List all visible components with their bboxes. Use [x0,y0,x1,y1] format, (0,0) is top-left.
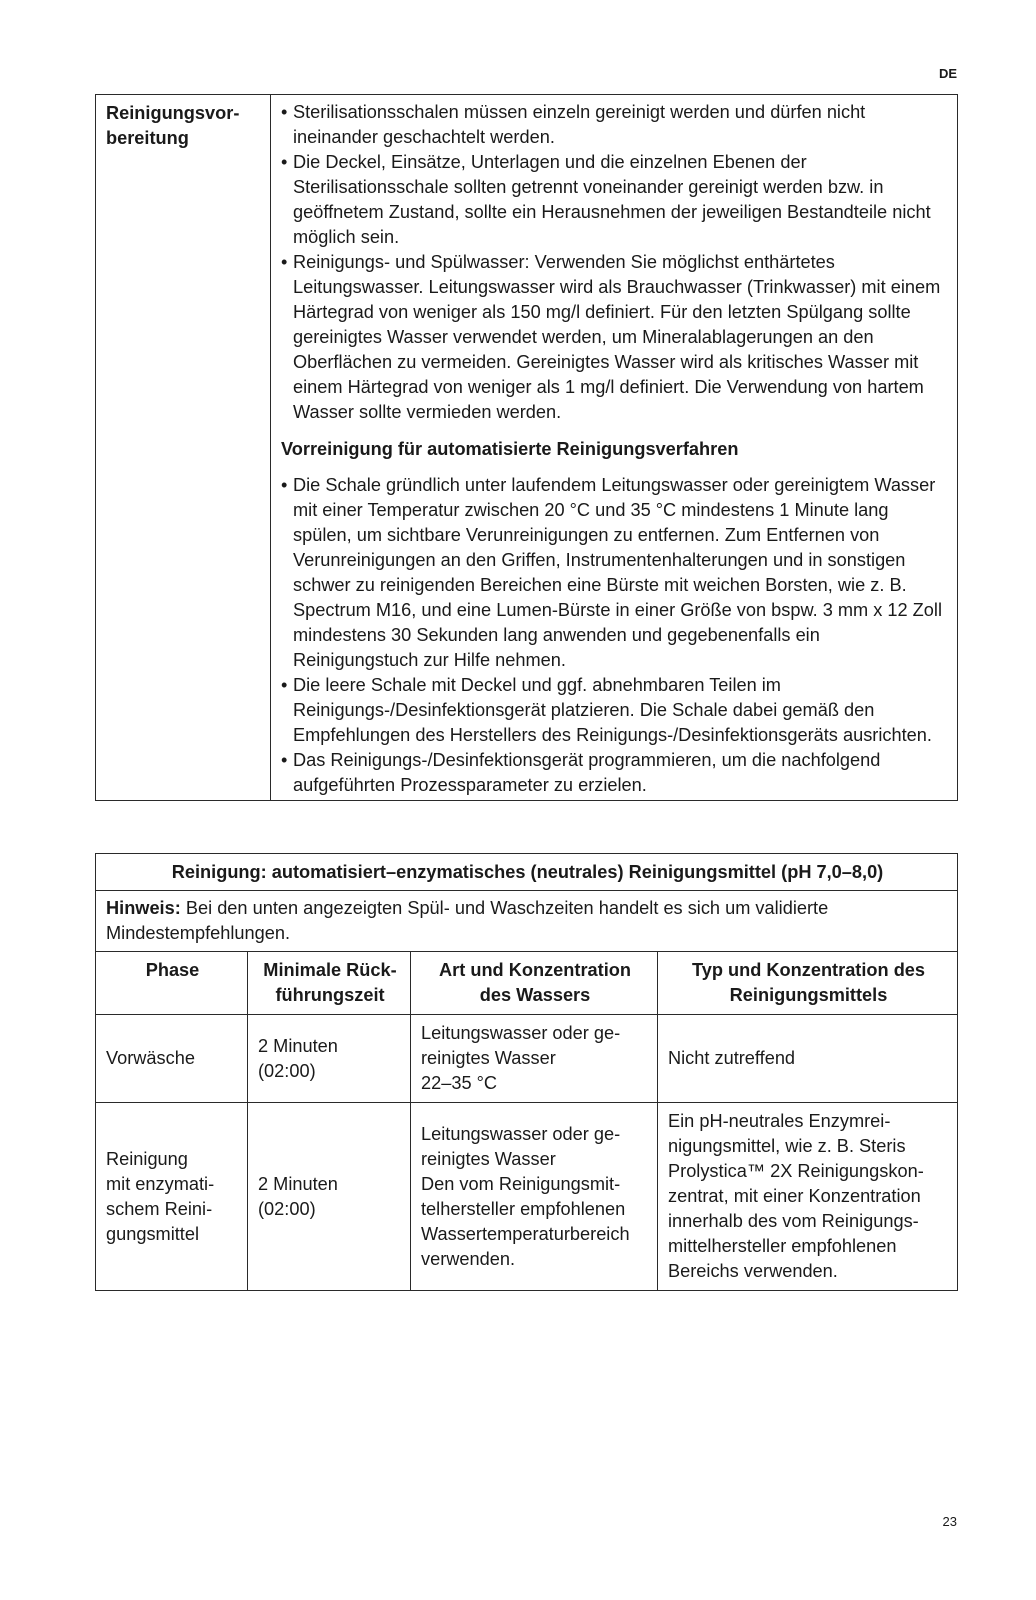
bullet-item: • Die Schale gründlich unter laufendem Leitungswasser oder gereinigtem Wasser mit einer Temperatur zwischen 20 °C und 35 °C mindestens 1 Minute lang spülen, um sichtbare Verunreinigungen zu entfernen. Zum Entfernen von Verunreinigungen an den Griffen, Instrumentenhalterungen und in sonstigen schwer zu reinigenden Bereichen eine Bürste mit weichen Borsten, wie z. B. Spectrum M16, und eine Lumen-Bürste in einer Größe von bspw. 3 mm x 12 Zoll mindestens 30 Sekunden lang anwenden und gegebenenfalls ein Reinigungstuch zur Hilfe nehmen. [281,473,949,673]
table-row [96,1015,958,1103]
column-header-phase: Phase [96,952,248,1015]
preparation-table [95,94,958,801]
preparation-bullet-list [281,100,949,425]
bullet-item: • Das Reinigungs-/Desinfektionsgerät programmieren, um die nachfolgend aufgeführten Prozessparameter zu erzielen. [281,748,949,798]
table-note-row [96,891,958,952]
bullet-item: • Die Deckel, Einsätze, Unterlagen und die einzelnen Ebenen der Sterilisationsschale sollten getrennt voneinander gereinigt werden bzw. in geöffnetem Zustand, sollte ein Herausnehmen der jeweiligen Bestandteile nicht möglich sein. [281,150,949,250]
column-header-detergent: Typ und Konzentration des Reinigungsmittels [658,952,958,1015]
column-header-water: Art und Konzentration des Wassers [411,952,658,1015]
cell-phase: Vorwäsche [96,1015,248,1103]
table-title-row [96,854,958,891]
table-header-row [96,952,958,1015]
note-text: Bei den unten angezeigten Spül- und Waschzeiten handelt es sich um validierte Mindestempfehlungen. [106,898,829,943]
note-label: Hinweis: [106,898,181,918]
cell-water: Leitungswasser oder ge- reinigtes Wasser Den vom Reinigungsmit- telhersteller empfohlenen Wassertemperaturbereich verwenden. [411,1103,658,1291]
table-row [96,1103,958,1291]
preparation-row [96,95,958,801]
table-title: Reinigung: automatisiert–enzymatisches (neutrales) Reinigungsmittel (pH 7,0–8,0) [96,854,958,891]
bullet-item: • Die leere Schale mit Deckel und ggf. abnehmbaren Teilen im Reinigungs-/Desinfektionsgerät platzieren. Die Schale dabei gemäß den Empfehlungen des Herstellers des Reinigungs-/Desinfektionsgeräts ausrichten. [281,673,949,748]
cell-detergent: Nicht zutreffend [658,1015,958,1103]
preparation-content [271,95,958,801]
table-note [96,891,958,952]
cleaning-parameters-table [95,853,958,1291]
page-number: 23 [942,1514,957,1529]
language-code: DE [938,66,957,81]
preparation-label: Reinigungsvor- bereitung [96,95,271,801]
cell-phase: Reinigung mit enzymati- schem Reini- gungsmittel [96,1103,248,1291]
cell-time: 2 Minuten (02:00) [248,1015,411,1103]
column-header-time: Minimale Rück- führungszeit [248,952,411,1015]
cell-water: Leitungswasser oder ge- reinigtes Wasser 22–35 °C [411,1015,658,1103]
bullet-item: • Sterilisationsschalen müssen einzeln gereinigt werden und dürfen nicht ineinander geschachtelt werden. [281,100,949,150]
bullet-item: • Reinigungs- und Spülwasser: Verwenden Sie möglichst enthärtetes Leitungswasser. Leitungswasser wird als Brauchwasser (Trinkwasser) mit einem Härtegrad von weniger als 150 mg/l definiert. Für den letzten Spülgang sollte gereinigtes Wasser verwendet werden, um Mineralablagerungen an den Oberflächen zu vermeiden. Gereinigtes Wasser wird als kritisches Wasser mit einem Härtegrad von weniger als 1 mg/l definiert. Die Verwendung von hartem Wasser sollte vermieden werden. [281,250,949,425]
pre-cleaning-heading: Vorreinigung für automatisierte Reinigungsverfahren [281,439,739,459]
cell-time: 2 Minuten (02:00) [248,1103,411,1291]
pre-cleaning-bullet-list [281,473,949,798]
cell-detergent: Ein pH-neutrales Enzymrei- nigungsmittel, wie z. B. Steris Prolystica™ 2X Reinigungskon- zentrat, mit einer Konzentration innerhalb des vom Reinigungs- mittelhersteller empfohlenen Bereichs verwenden. [658,1103,958,1291]
